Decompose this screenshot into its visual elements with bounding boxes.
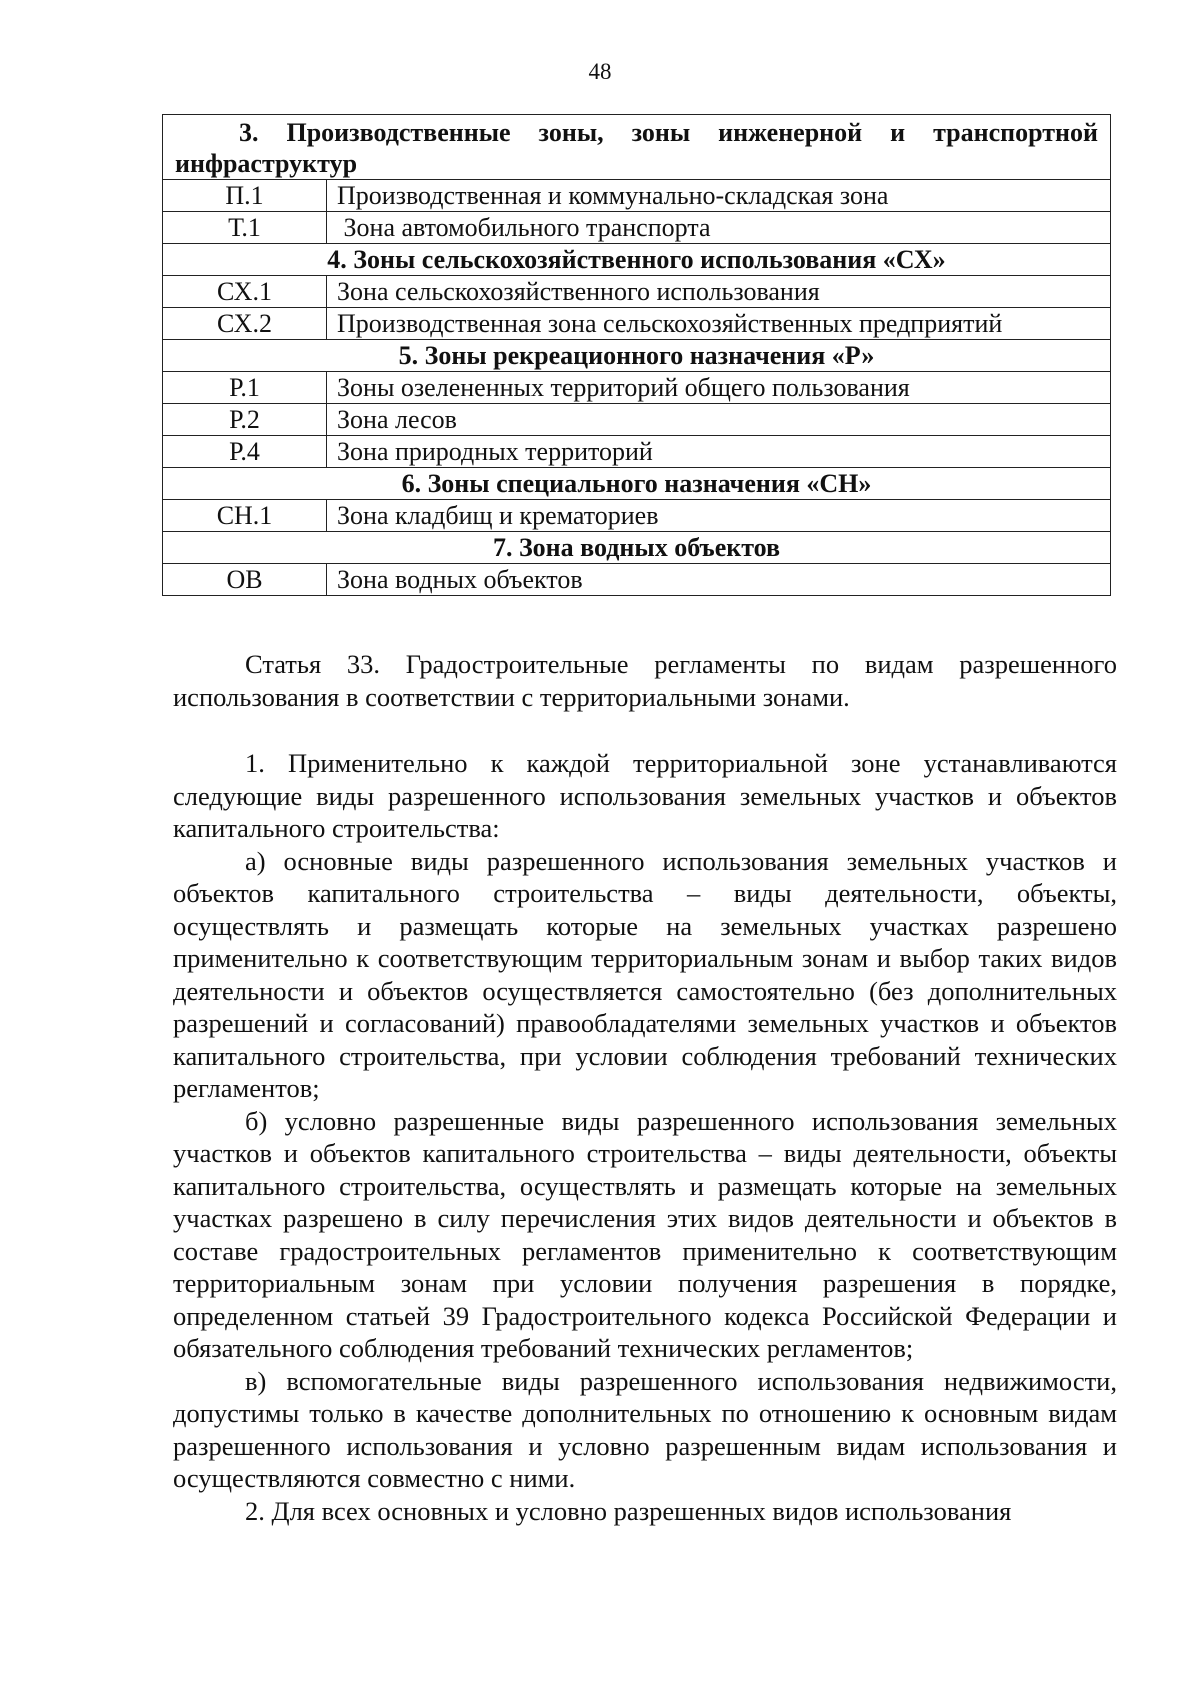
section-heading: 3. Производственные зоны, зоны инженерной и транспортной инфраструктур: [163, 115, 1111, 180]
zone-name: Зона лесов: [327, 404, 1111, 436]
paragraph: 1. Применительно к каждой территориальной зоне устанавливаются следующие виды разрешенного использования земельных участков и объектов капитального строительства:: [173, 748, 1117, 843]
zone-code: СН.1: [163, 500, 327, 532]
table-row: [163, 180, 1111, 212]
article-body: [173, 747, 1117, 1527]
table-section-row: [163, 340, 1111, 372]
table-row: [163, 276, 1111, 308]
zone-code: Р.4: [163, 436, 327, 468]
article-title: [173, 648, 1117, 714]
zone-name: Зона водных объектов: [327, 564, 1111, 596]
paragraph: а) основные виды разрешенного использования земельных участков и объектов капитального строительства – виды деятельности, объекты, осуществлять и размещать которые на земельных участках разрешено применительно к соответствующим территориальным зонам и выбор таких видов деятельности и объектов осуществляется самостоятельно (без дополнительных разрешений и согласований) правообладателями земельных участков и объектов капитального строительства, при условии соблюдения требований технических регламентов;: [173, 845, 1117, 1103]
zone-name: Зоны озелененных территорий общего пользования: [327, 372, 1111, 404]
table-section-row: [163, 532, 1111, 564]
table-row: [163, 404, 1111, 436]
table-row: [163, 436, 1111, 468]
zone-name: Производственная зона сельскохозяйственных предприятий: [327, 308, 1111, 340]
zone-code: ОВ: [163, 564, 327, 596]
paragraph: 2. Для всех основных и условно разрешенных видов использования: [245, 1495, 1012, 1526]
article-heading: Статья 33. Градостроительные регламенты по видам разрешенного использования в соответствии с территориальными зонами.: [173, 649, 1117, 712]
zone-code: Р.1: [163, 372, 327, 404]
zone-code: Р.2: [163, 404, 327, 436]
table-section-row: [163, 468, 1111, 500]
table-row: [163, 564, 1111, 596]
table-row: [163, 500, 1111, 532]
zone-code: СХ.1: [163, 276, 327, 308]
page-number: 48: [588, 59, 612, 84]
zone-code: Т.1: [163, 212, 327, 244]
zone-name: Зона сельскохозяйственного использования: [327, 276, 1111, 308]
zones-table: [162, 114, 1111, 596]
zone-code: СХ.2: [163, 308, 327, 340]
paragraph: в) вспомогательные виды разрешенного использования недвижимости, допустимы только в качестве дополнительных по отношению к основным видам разрешенного использования и условно разрешенным видам использования и осуществляются совместно с ними.: [173, 1365, 1117, 1493]
section-heading: 4. Зоны сельскохозяйственного использования «СХ»: [163, 244, 1111, 276]
zone-code: П.1: [163, 180, 327, 212]
section-heading: 7. Зона водных объектов: [163, 532, 1111, 564]
zone-name: Зона автомобильного транспорта: [327, 212, 1111, 244]
zone-name: Зона кладбищ и крематориев: [327, 500, 1111, 532]
table-row: [163, 372, 1111, 404]
table-section-row: [163, 115, 1111, 180]
paragraph: б) условно разрешенные виды разрешенного использования земельных участков и объектов капитального строительства – виды деятельности, объекты капитального строительства, осуществлять и размещать которые на земельных участках разрешено в силу перечисления этих видов деятельности и объектов в составе градостроительных регламентов применительно к соответствующим территориальным зонам при условии получения разрешения в порядке, определенном статьей 39 Градостроительного кодекса Российской Федерации и обязательного соблюдения требований технических регламентов;: [173, 1105, 1117, 1363]
table-section-row: [163, 244, 1111, 276]
zone-name: Зона природных территорий: [327, 436, 1111, 468]
zone-name: Производственная и коммунально-складская зона: [327, 180, 1111, 212]
section-heading: 6. Зоны специального назначения «СН»: [163, 468, 1111, 500]
section-heading: 5. Зоны рекреационного назначения «Р»: [163, 340, 1111, 372]
table-row: [163, 308, 1111, 340]
table-row: [163, 212, 1111, 244]
